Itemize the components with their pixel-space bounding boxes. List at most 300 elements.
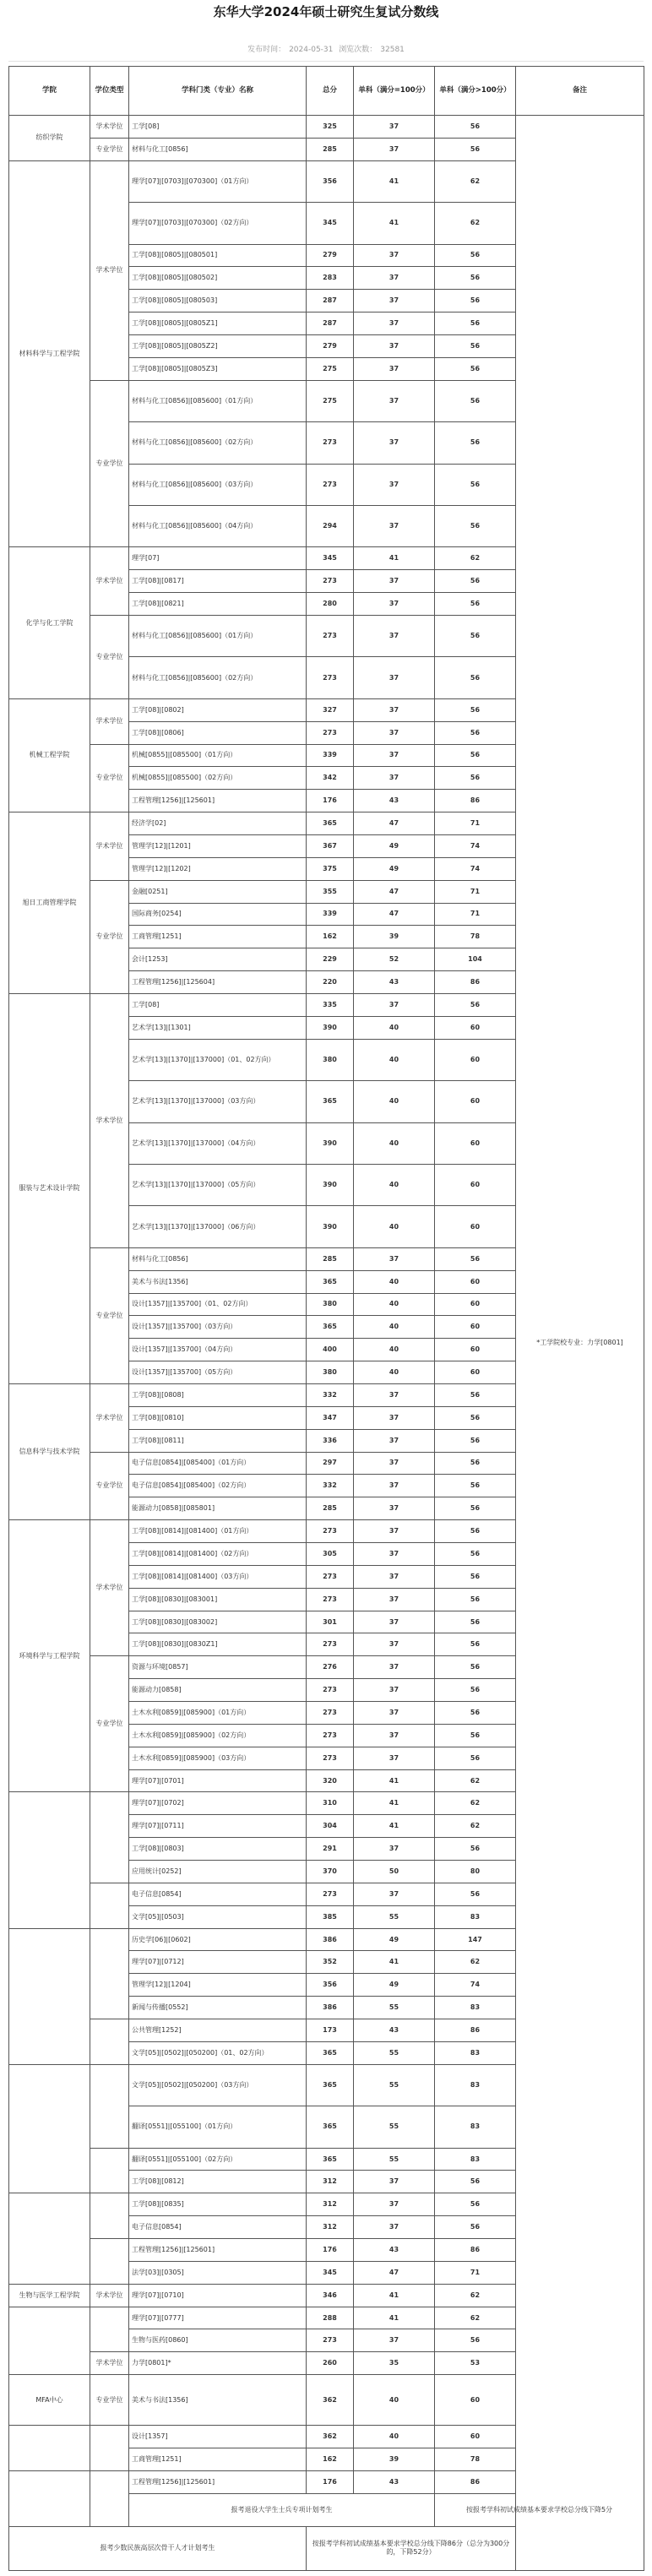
total-score-cell: 345 [307,2261,354,2284]
total-score-cell: 273 [307,2329,354,2352]
single-100-score-cell: 37 [354,1497,435,1520]
single-over-100-score-cell: 60 [435,1270,516,1293]
col-header-single-over-100: 单科（满分>100分） [435,67,516,116]
single-100-score-cell: 40 [354,1122,435,1164]
discipline-cell: 艺术学[13]|[1370]|[137000]（05方向） [129,1164,307,1205]
single-100-score-cell: 40 [354,1270,435,1293]
single-over-100-score-cell: 74 [435,857,516,880]
total-score-cell: 273 [307,1679,354,1702]
degree-type-cell: 学术学位 [90,116,129,139]
discipline-cell: 艺术学[13]|[1370]|[137000]（03方向） [129,1081,307,1122]
total-score-cell: 355 [307,880,354,903]
discipline-cell: 美术与书法[1356] [129,2375,307,2426]
single-over-100-score-cell: 83 [435,1905,516,1928]
single-100-score-cell: 43 [354,790,435,812]
discipline-cell: 工学[08]|[0810] [129,1406,307,1429]
divider [8,61,644,62]
single-100-score-cell: 37 [354,335,435,358]
total-score-cell: 285 [307,1497,354,1520]
discipline-cell: 会计[1253] [129,948,307,971]
discipline-cell: 管理学[12]|[1204] [129,1974,307,1997]
total-score-cell: 365 [307,2148,354,2171]
discipline-cell: 土木水利[0859]|[085900]（02方向） [129,1724,307,1747]
single-over-100-score-cell: 56 [435,464,516,505]
single-100-score-cell: 37 [354,1520,435,1543]
single-over-100-score-cell: 56 [435,1656,516,1679]
total-score-cell: 365 [307,1316,354,1339]
single-over-100-score-cell: 53 [435,2352,516,2375]
single-100-score-cell: 40 [354,1293,435,1316]
total-score-cell: 356 [307,160,354,202]
total-score-cell: 327 [307,698,354,721]
total-score-cell: 273 [307,1702,354,1725]
total-score-cell: 356 [307,1974,354,1997]
discipline-cell: 艺术学[13]|[1370]|[137000]（01、02方向） [129,1039,307,1080]
single-over-100-score-cell: 104 [435,948,516,971]
discipline-cell: 能源动力[0858]|[085801] [129,1497,307,1520]
discipline-cell: 材料与化工[0856]|[085600]（02方向） [129,657,307,698]
single-over-100-score-cell: 56 [435,721,516,744]
single-100-score-cell: 49 [354,834,435,857]
total-score-cell: 305 [307,1543,354,1566]
single-100-score-cell: 40 [354,1081,435,1122]
table-body [9,116,644,2571]
discipline-cell: 工程管理[1256]|[125601] [129,790,307,812]
single-100-score-cell: 37 [354,464,435,505]
single-100-score-cell: 43 [354,971,435,994]
discipline-cell: 设计[1357]|[135700]（03方向） [129,1316,307,1339]
single-100-score-cell: 37 [354,422,435,464]
discipline-cell: 工学[08]|[0808] [129,1383,307,1406]
discipline-cell: 工学[08] [129,116,307,139]
single-over-100-score-cell: 56 [435,1429,516,1452]
single-over-100-score-cell: 56 [435,2171,516,2193]
single-over-100-score-cell: 56 [435,1543,516,1566]
discipline-cell: 工学[08] [129,994,307,1017]
single-100-score-cell: 37 [354,244,435,267]
discipline-cell: 工学[08]|[0835] [129,2193,307,2216]
single-100-score-cell: 37 [354,593,435,616]
degree-type-cell: 专业学位 [90,880,129,993]
single-over-100-score-cell: 56 [435,1588,516,1611]
single-over-100-score-cell: 56 [435,2193,516,2216]
single-100-score-cell: 41 [354,1769,435,1792]
college-cell: 机械工程学院 [9,698,90,812]
discipline-cell: 土木水利[0859]|[085900]（03方向） [129,1747,307,1769]
single-over-100-score-cell: 56 [435,1247,516,1270]
total-score-cell: 273 [307,1633,354,1656]
single-100-score-cell: 37 [354,505,435,546]
total-score-cell: 339 [307,744,354,767]
discipline-cell: 工学[08]|[0817] [129,570,307,593]
single-100-score-cell: 37 [354,994,435,1017]
discipline-cell: 工商管理[1251] [129,926,307,948]
single-over-100-score-cell: 56 [435,290,516,312]
single-100-score-cell: 37 [354,380,435,421]
single-100-score-cell: 37 [354,2329,435,2352]
single-over-100-score-cell: 56 [435,1883,516,1905]
footer-label: 报考少数民族高层次骨干人才计划考生 [9,2526,307,2570]
single-100-score-cell: 40 [354,1039,435,1080]
degree-type-cell [90,1928,129,2019]
single-over-100-score-cell: 56 [435,505,516,546]
degree-type-cell [90,1792,129,1883]
single-over-100-score-cell: 56 [435,657,516,698]
single-100-score-cell: 37 [354,1588,435,1611]
total-score-cell: 345 [307,547,354,570]
total-score-cell: 273 [307,1747,354,1769]
discipline-cell: 机械[0855]|[085500]（01方向） [129,744,307,767]
total-score-cell: 280 [307,593,354,616]
college-cell [9,2471,90,2527]
total-score-cell: 362 [307,2426,354,2448]
single-100-score-cell: 37 [354,267,435,290]
discipline-cell: 工程管理[1256]|[125601] [129,2239,307,2262]
total-score-cell: 260 [307,2352,354,2375]
single-over-100-score-cell: 74 [435,1974,516,1997]
total-score-cell: 365 [307,2106,354,2148]
discipline-cell: 工程管理[1256]|[125601] [129,2471,307,2494]
single-100-score-cell: 41 [354,2284,435,2307]
discipline-cell: 工学[08]|[0805]|[0805Z2] [129,335,307,358]
single-100-score-cell: 37 [354,1611,435,1633]
single-over-100-score-cell: 86 [435,971,516,994]
col-header-discipline: 学科门类（专业）名称 [129,67,307,116]
single-100-score-cell: 55 [354,2106,435,2148]
single-over-100-score-cell: 56 [435,1611,516,1633]
single-over-100-score-cell: 83 [435,2148,516,2171]
col-header-remark: 备注 [516,67,644,116]
total-score-cell: 288 [307,2307,354,2329]
single-over-100-score-cell: 60 [435,1316,516,1339]
total-score-cell: 342 [307,767,354,790]
college-cell [9,1928,90,2064]
single-over-100-score-cell: 78 [435,2448,516,2471]
discipline-cell: 设计[1357] [129,2426,307,2448]
college-cell: 纺织学院 [9,116,90,161]
single-over-100-score-cell: 56 [435,1679,516,1702]
total-score-cell: 386 [307,1928,354,1951]
single-100-score-cell: 40 [354,1316,435,1339]
total-score-cell: 336 [307,1429,354,1452]
total-score-cell: 273 [307,1724,354,1747]
publish-meta [0,44,652,56]
single-over-100-score-cell: 62 [435,547,516,570]
single-over-100-score-cell: 86 [435,2239,516,2262]
single-over-100-score-cell: 60 [435,1206,516,1247]
single-over-100-score-cell: 56 [435,593,516,616]
single-100-score-cell: 40 [354,2375,435,2426]
single-over-100-score-cell: 56 [435,994,516,1017]
discipline-cell: 新闻与传播[0552] [129,1997,307,2019]
single-100-score-cell: 37 [354,2216,435,2239]
single-100-score-cell: 37 [354,1679,435,1702]
discipline-cell: 工程管理[1256]|[125604] [129,971,307,994]
single-over-100-score-cell: 71 [435,2261,516,2284]
discipline-cell: 文学[05]|[0502]|[050200]（03方向） [129,2064,307,2106]
single-over-100-score-cell: 78 [435,926,516,948]
single-over-100-score-cell: 60 [435,1122,516,1164]
col-header-college: 学院 [9,67,90,116]
single-over-100-score-cell: 60 [435,1164,516,1205]
total-score-cell: 380 [307,1293,354,1316]
publish-date: 2024-05-31 [289,46,334,54]
total-score-cell: 273 [307,1565,354,1588]
discipline-cell: 历史学[06]|[0602] [129,1928,307,1951]
total-score-cell: 297 [307,1452,354,1475]
total-score-cell: 229 [307,948,354,971]
discipline-cell: 材料与化工[0856]|[085600]（01方向） [129,380,307,421]
college-cell: 化学与化工学院 [9,547,90,698]
single-100-score-cell: 37 [354,2193,435,2216]
discipline-cell: 设计[1357]|[135700]（04方向） [129,1339,307,1361]
single-100-score-cell: 55 [354,2064,435,2106]
single-100-score-cell: 37 [354,1475,435,1497]
total-score-cell: 273 [307,615,354,656]
single-over-100-score-cell: 56 [435,1497,516,1520]
single-100-score-cell: 52 [354,948,435,971]
degree-type-cell: 学术学位 [90,1383,129,1452]
single-100-score-cell: 37 [354,1565,435,1588]
single-100-score-cell: 37 [354,1247,435,1270]
college-cell [9,1792,90,1928]
single-over-100-score-cell: 56 [435,1633,516,1656]
single-over-100-score-cell: 56 [435,1475,516,1497]
single-100-score-cell: 37 [354,1724,435,1747]
total-score-cell: 346 [307,2284,354,2307]
footer-label: 报考退役大学生士兵专项计划考生 [129,2493,435,2526]
single-100-score-cell: 37 [354,1452,435,1475]
degree-type-cell: 专业学位 [90,1452,129,1520]
total-score-cell: 279 [307,244,354,267]
views-count: 32581 [380,46,405,54]
discipline-cell: 力学[0801]* [129,2352,307,2375]
total-score-cell: 294 [307,505,354,546]
degree-type-cell [90,1883,129,1928]
college-cell: MFA中心 [9,2375,90,2426]
discipline-cell: 材料与化工[0856]|[085600]（02方向） [129,422,307,464]
score-table [8,66,644,2571]
discipline-cell: 工学[08]|[0814]|[081400]（02方向） [129,1543,307,1566]
degree-type-cell: 学术学位 [90,1520,129,1656]
total-score-cell: 275 [307,380,354,421]
total-score-cell: 375 [307,857,354,880]
single-100-score-cell: 37 [354,657,435,698]
single-100-score-cell: 41 [354,1951,435,1974]
degree-type-cell: 专业学位 [90,1656,129,1792]
single-100-score-cell: 37 [354,138,435,160]
single-over-100-score-cell: 74 [435,834,516,857]
degree-type-cell: 专业学位 [90,615,129,698]
degree-type-cell [90,2471,129,2527]
total-score-cell: 365 [307,1081,354,1122]
degree-type-cell: 学术学位 [90,160,129,380]
discipline-cell: 管理学[12]|[1202] [129,857,307,880]
single-100-score-cell: 37 [354,744,435,767]
remark-cell: *工学院校专业：力学[0801] [516,116,644,2571]
discipline-cell: 电子信息[0854] [129,2216,307,2239]
total-score-cell: 386 [307,1997,354,2019]
discipline-cell: 工学[08]|[0814]|[081400]（01方向） [129,1520,307,1543]
degree-type-cell: 专业学位 [90,380,129,547]
single-100-score-cell: 55 [354,2041,435,2064]
single-over-100-score-cell: 56 [435,116,516,139]
single-over-100-score-cell: 80 [435,1861,516,1883]
single-over-100-score-cell: 56 [435,1520,516,1543]
single-over-100-score-cell: 62 [435,160,516,202]
views-label: 浏览次数： [339,46,378,54]
discipline-cell: 机械[0855]|[085500]（02方向） [129,767,307,790]
discipline-cell: 理学[07]|[0702] [129,1792,307,1815]
single-over-100-score-cell: 56 [435,2329,516,2352]
total-score-cell: 380 [307,1039,354,1080]
single-100-score-cell: 41 [354,547,435,570]
single-100-score-cell: 37 [354,1883,435,1905]
single-100-score-cell: 37 [354,1747,435,1769]
discipline-cell: 理学[07]|[0712] [129,1951,307,1974]
single-100-score-cell: 43 [354,2239,435,2262]
discipline-cell: 法学[03]|[0305] [129,2261,307,2284]
college-cell [9,2064,90,2193]
college-cell: 信息科学与技术学院 [9,1383,90,1519]
discipline-cell: 理学[07]|[0711] [129,1815,307,1838]
col-header-total: 总分 [307,67,354,116]
total-score-cell: 287 [307,290,354,312]
col-header-degree-type: 学位类型 [90,67,129,116]
single-100-score-cell: 37 [354,2171,435,2193]
degree-type-cell: 专业学位 [90,744,129,812]
total-score-cell: 335 [307,994,354,1017]
degree-type-cell [90,2239,129,2285]
total-score-cell: 400 [307,1339,354,1361]
discipline-cell: 工学[08]|[0805]|[080502] [129,267,307,290]
total-score-cell: 390 [307,1206,354,1247]
single-100-score-cell: 40 [354,1206,435,1247]
discipline-cell: 理学[07]|[0703]|[070300]（02方向） [129,203,307,244]
discipline-cell: 工学[08]|[0830]|[083002] [129,1611,307,1633]
total-score-cell: 325 [307,116,354,139]
single-100-score-cell: 41 [354,2307,435,2329]
discipline-cell: 工学[08]|[0830]|[0830Z1] [129,1633,307,1656]
degree-type-cell: 学术学位 [90,2284,129,2307]
single-100-score-cell: 37 [354,116,435,139]
discipline-cell: 生物与医药[0860] [129,2329,307,2352]
total-score-cell: 279 [307,335,354,358]
single-over-100-score-cell: 62 [435,1815,516,1838]
discipline-cell: 能源动力[0858] [129,1679,307,1702]
discipline-cell: 电子信息[0854] [129,1883,307,1905]
single-over-100-score-cell: 60 [435,1361,516,1384]
college-cell: 生物与医学工程学院 [9,2284,90,2307]
total-score-cell: 176 [307,2239,354,2262]
single-100-score-cell: 43 [354,2019,435,2042]
single-over-100-score-cell: 56 [435,1452,516,1475]
total-score-cell: 273 [307,1883,354,1905]
single-over-100-score-cell: 56 [435,570,516,593]
degree-type-cell: 专业学位 [90,2375,129,2426]
single-over-100-score-cell: 86 [435,2471,516,2494]
discipline-cell: 理学[07]|[0701] [129,1769,307,1792]
total-score-cell: 162 [307,926,354,948]
college-cell: 旭日工商管理学院 [9,812,90,994]
single-over-100-score-cell: 56 [435,1747,516,1769]
discipline-cell: 设计[1357]|[135700]（05方向） [129,1361,307,1384]
single-over-100-score-cell: 56 [435,312,516,335]
single-over-100-score-cell: 83 [435,2041,516,2064]
discipline-cell: 工学[08]|[0802] [129,698,307,721]
discipline-cell: 材料与化工[0856] [129,1247,307,1270]
total-score-cell: 345 [307,203,354,244]
single-over-100-score-cell: 60 [435,1039,516,1080]
single-over-100-score-cell: 60 [435,2426,516,2448]
discipline-cell: 工学[08]|[0821] [129,593,307,616]
single-over-100-score-cell: 56 [435,1702,516,1725]
total-score-cell: 367 [307,834,354,857]
degree-type-cell [90,2148,129,2193]
single-100-score-cell: 37 [354,1406,435,1429]
single-100-score-cell: 37 [354,312,435,335]
single-100-score-cell: 41 [354,1792,435,1815]
single-over-100-score-cell: 56 [435,1383,516,1406]
single-over-100-score-cell: 56 [435,767,516,790]
total-score-cell: 352 [307,1951,354,1974]
total-score-cell: 173 [307,2019,354,2042]
total-score-cell: 370 [307,1861,354,1883]
total-score-cell: 275 [307,357,354,380]
total-score-cell: 276 [307,1656,354,1679]
single-over-100-score-cell: 56 [435,380,516,421]
discipline-cell: 理学[07] [129,547,307,570]
discipline-cell: 文学[05]|[0503] [129,1905,307,1928]
total-score-cell: 385 [307,1905,354,1928]
single-100-score-cell: 47 [354,2261,435,2284]
discipline-cell: 理学[07]|[0710] [129,2284,307,2307]
single-over-100-score-cell: 56 [435,698,516,721]
single-100-score-cell: 41 [354,160,435,202]
single-100-score-cell: 49 [354,1974,435,1997]
single-over-100-score-cell: 56 [435,615,516,656]
single-over-100-score-cell: 56 [435,335,516,358]
discipline-cell: 美术与书法[1356] [129,1270,307,1293]
single-100-score-cell: 37 [354,721,435,744]
total-score-cell: 362 [307,2375,354,2426]
table-row [9,116,644,139]
total-score-cell: 347 [307,1406,354,1429]
degree-type-cell [90,2193,129,2239]
single-100-score-cell: 47 [354,812,435,835]
total-score-cell: 390 [307,1122,354,1164]
single-over-100-score-cell: 62 [435,1769,516,1792]
single-100-score-cell: 55 [354,1997,435,2019]
discipline-cell: 材料与化工[0856] [129,138,307,160]
total-score-cell: 380 [307,1361,354,1384]
discipline-cell: 工学[08]|[0830]|[083001] [129,1588,307,1611]
discipline-cell: 工商管理[1251] [129,2448,307,2471]
total-score-cell: 304 [307,1815,354,1838]
single-100-score-cell: 47 [354,903,435,926]
single-100-score-cell: 37 [354,698,435,721]
total-score-cell: 273 [307,657,354,698]
single-100-score-cell: 40 [354,1339,435,1361]
single-over-100-score-cell: 56 [435,1838,516,1861]
discipline-cell: 电子信息[0854]|[085400]（01方向） [129,1452,307,1475]
discipline-cell: 翻译[0551]|[055100]（02方向） [129,2148,307,2171]
total-score-cell: 273 [307,464,354,505]
single-over-100-score-cell: 60 [435,1081,516,1122]
total-score-cell: 320 [307,1769,354,1792]
single-over-100-score-cell: 56 [435,1724,516,1747]
discipline-cell: 理学[07]|[0777] [129,2307,307,2329]
